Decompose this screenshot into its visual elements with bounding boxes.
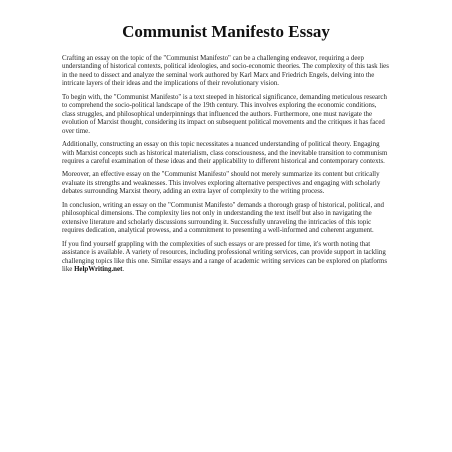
paragraph-assistance — [62, 241, 390, 275]
paragraph-critical-evaluation: Moreover, an effective essay on the "Communist Manifesto" should not merely summarize its content but critically evaluate its strengths and weaknesses. This involves exploring alternative perspectives and engaging with scholarly debates surrounding Marxist theory, adding an extra layer of complexity to the writing process. — [62, 171, 381, 196]
document-body — [62, 55, 390, 274]
paragraph-political-theory: Additionally, constructing an essay on this topic necessitates a nuanced understanding of political theory. Engaging with Marxist concepts such as historical materialism, class consciousness, and the inevitable transition to communism requires a careful examination of these ideas and their applicability to different historical and contemporary contexts. — [62, 141, 388, 165]
paragraph-conclusion: In conclusion, writing an essay on the "Communist Manifesto" demands a thorough grasp of historical, political, and philosophical dimensions. The complexity lies not only in understanding the text itself but also in navigating the extensive literature and scholarly discussions surrounding it. Successfully unraveling the intricacies of this topic requires dedication, analytical prowess, and a commitment to presenting a well-informed and coherent argument. — [62, 201, 384, 235]
paragraph-historical-context: To begin with, the "Communist Manifesto" is a text steeped in historical significance, demanding meticulous research to comprehend the socio-political landscape of the 19th century. This involves exploring the economic conditions, class struggles, and philosophical underpinnings that influenced the authors. Furthermore, one must navigate the evolution of Marxist thought, considering its impact on subsequent political movements and the critiques it has faced over time. — [62, 93, 387, 135]
paragraph-intro: Crafting an essay on the topic of the "Communist Manifesto" can be a challenging endeavor, requiring a deep understanding of historical contexts, political ideologies, and socio-economic theories. The complexity of this task lies in the need to dissect and analyze the seminal work authored by Karl Marx and Friedrich Engels, delving into the intricate layers of their ideas and the implications of their revolutionary vision. — [62, 55, 389, 88]
assistance-trailing: . — [122, 265, 125, 273]
document-title: Communist Manifesto Essay — [122, 22, 330, 41]
brand-name: HelpWriting.net — [74, 265, 123, 273]
assistance-text: If you find yourself grappling with the complexities of such essays or are pressed for time, it's worth noting that assistance is available. A variety of resources, including professional writing services, can provide support in tackling challenging topics like this one. Similar essays and a range of academic writing services can be explored on platforms like — [62, 240, 388, 273]
